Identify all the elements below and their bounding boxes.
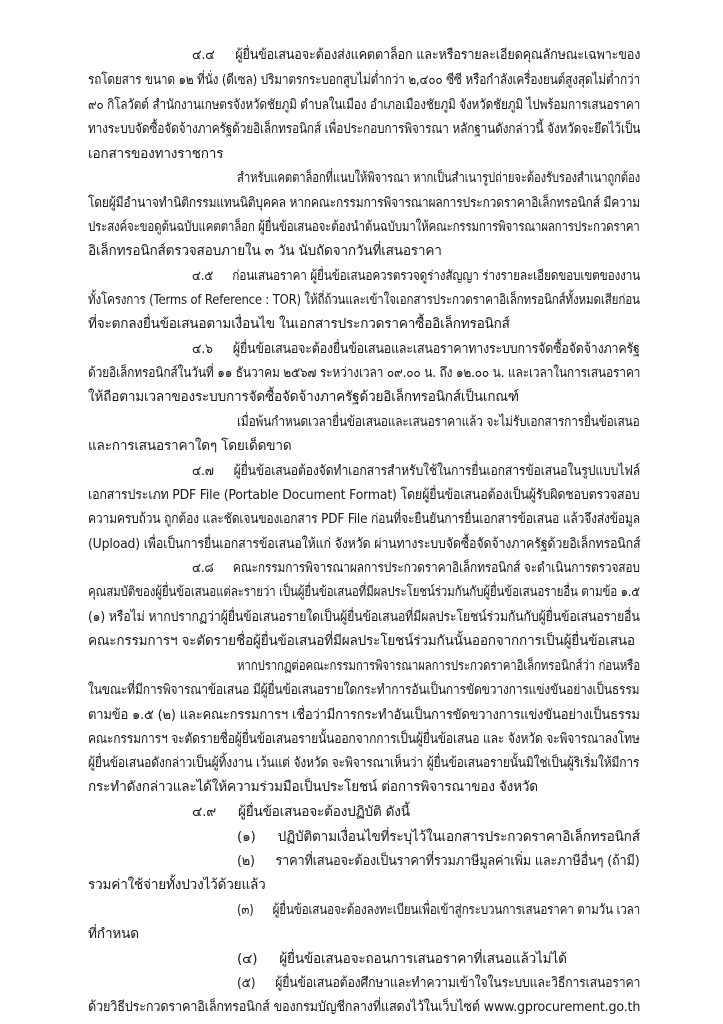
website-link[interactable]: www.gprocurement.go.th <box>483 999 641 1015</box>
text-line: ความครบถ้วน ถูกต้อง และชัดเจนของเอกสาร PDF File ก่อนที่จะยืนยันการยื่นเอกสารข้อเสนอ แล้วจึงส่งข้อมูล <box>88 511 640 527</box>
list-item: (๒) ราคาที่เสนอจะต้องเป็นราคาที่รวมภาษีมูลค่าเพิ่ม และภาษีอื่นๆ (ถ้ามี) <box>237 853 640 869</box>
text-line: รวมค่าใช้จ่ายทั้งปวงไว้ด้วยแล้ว <box>88 877 266 893</box>
clause-number: ๔.๕ <box>192 268 214 284</box>
list-item: (๔) ผู้ยื่นข้อเสนอจะถอนการเสนอราคาที่เสนอแล้วไม่ได้ <box>237 951 567 967</box>
text-line: คณะกรรมการฯ จะตัดรายชื่อผู้ยื่นข้อเสนอรายนั้นออกจากการเป็นผู้ยื่นข้อเสนอ และ จังหวัด จะพิจารณาลงโทษ <box>88 731 640 747</box>
text-line: ตามข้อ ๑.๕ (๒) และคณะกรรมการฯ เชื่อว่ามีการกระทำอันเป็นการขัดขวางการแข่งขันอย่างเป็นธรรม <box>88 707 640 723</box>
clause-4-6: ๔.๖ ผู้ยื่นข้อเสนอจะต้องยื่นข้อเสนอและเสนอราคาทางระบบการจัดซื้อจัดจ้างภาครัฐ <box>192 341 640 357</box>
text-line: กระทำดังกล่าวและได้ให้ความร่วมมือเป็นประโยชน์ ต่อการพิจารณาของ จังหวัด <box>88 779 538 795</box>
list-item: (๓) ผู้ยื่นข้อเสนอจะต้องลงทะเบียนเพื่อเข้าสู่กระบวนการเสนอราคา ตามวัน เวลา <box>237 902 641 918</box>
item-number: (๕) <box>237 975 256 991</box>
text-line: (Upload) เพื่อเป็นการยื่นเอกสารข้อเสนอให้แก่ จังหวัด ผ่านทางระบบจัดซื้อจัดจ้างภาครัฐด้วยอิเล็กทรอนิกส์ <box>88 536 641 552</box>
item-number: (๒) <box>237 853 255 869</box>
text-line: ให้ถือตามเวลาของระบบการจัดซื้อจัดจ้างภาครัฐด้วยอิเล็กทรอนิกส์เป็นเกณฑ์ <box>88 389 519 405</box>
clause-4-9: ๔.๙ ผู้ยื่นข้อเสนอจะต้องปฏิบัติ ดังนี้ <box>192 804 410 820</box>
text-line: ทั้งโครงการ (Terms of Reference : TOR) ให้ถี่ถ้วนและเข้าใจเอกสารประกวดราคาอิเล็กทรอนิกส์ทั้งหมดเสียก่อน <box>88 292 640 308</box>
text-line: ที่จะตกลงยื่นข้อเสนอตามเงื่อนไข ในเอกสารประกวดราคาซื้ออิเล็กทรอนิกส์ <box>88 316 510 332</box>
text-line: ด้วยอิเล็กทรอนิกส์ในวันที่ ๑๑ ธันวาคม ๒๕๖๗ ระหว่างเวลา ๐๙.๐๐ น. ถึง ๑๒.๐๐ น. และเวลาในการเสนอราคา <box>88 365 641 381</box>
clause-4-5: ๔.๕ ก่อนเสนอราคา ผู้ยื่นข้อเสนอควรตรวจดูร่างสัญญา ร่างรายละเอียดขอบเขตของงาน <box>192 268 641 284</box>
item-number: (๔) <box>237 951 258 967</box>
text-line: ในขณะที่มีการพิจารณาข้อเสนอ มีผู้ยื่นข้อเสนอรายใดกระทำการอันเป็นการขัดขวางการแข่งขันอย่างเป็นธรรม <box>88 682 640 698</box>
text-line: คณะกรรมการฯ จะตัดรายชื่อผู้ยื่นข้อเสนอที่มีผลประโยชน์ร่วมกันนั้นออกจากการเป็นผู้ยื่นข้อเสนอ <box>88 633 635 649</box>
text-line: ๙๐ กิโลวัตต์ สำนักงานเกษตรจังหวัดชัยภูมิ ตำบลในเมือง อำเภอเมืองชัยภูมิ จังหวัดชัยภูมิ ไปพร้อมการเสนอราคา <box>88 97 641 113</box>
clause-number: ๔.๖ <box>192 341 213 357</box>
text-line: (๑) หรือไม่ หากปรากฏว่าผู้ยื่นข้อเสนอรายใดเป็นผู้ยื่นข้อเสนอที่มีผลประโยชน์ร่วมกันกับผู้ยื่นข้อเสนอรายอื่น <box>88 609 640 625</box>
item-number: (๓) <box>237 902 254 918</box>
clause-4-7: ๔.๗ ผู้ยื่นข้อเสนอต้องจัดทำเอกสารสำหรับใช้ในการยื่นเอกสารข้อเสนอในรูปแบบไฟล์ <box>192 463 641 479</box>
text-line: คุณสมบัติของผู้ยื่นข้อเสนอแต่ละรายว่า เป็นผู้ยื่นข้อเสนอที่มีผลประโยชน์ร่วมกันกับผู้ยื่นข้อเสนอรายอื่น ตามข้อ ๑.๕ <box>88 584 640 600</box>
text-line: อิเล็กทรอนิกส์ตรวจสอบภายใน ๓ วัน นับถัดจากวันที่เสนอราคา <box>88 243 442 259</box>
text-line: เมื่อพ้นกำหนดเวลายื่นข้อเสนอและเสนอราคาแล้ว จะไม่รับเอกสารการยื่นข้อเสนอ <box>237 414 640 430</box>
text-line: ด้วยวิธีประกวดราคาอิเล็กทรอนิกส์ ของกรมบัญชีกลางที่แสดงไว้ในเว็บไซต์ www.gprocurement.go.th <box>88 999 641 1015</box>
text-line: เอกสารประเภท PDF File (Portable Document Format) โดยผู้ยื่นข้อเสนอต้องเป็นผู้รับผิดชอบตรวจสอบ <box>88 487 640 503</box>
text-line: เอกสารของทางราชการ <box>88 146 224 162</box>
item-number: (๑) <box>237 829 256 845</box>
clause-number: ๔.๘ <box>192 560 214 576</box>
clause-4-4: ๔.๔ ผู้ยื่นข้อเสนอจะต้องส่งแคตตาล็อก และหรือรายละเอียดคุณลักษณะเฉพาะของ <box>192 47 641 63</box>
clause-number: ๔.๗ <box>192 463 214 479</box>
list-item: (๑) ปฏิบัติตามเงื่อนไขที่ระบุไว้ในเอกสารประกวดราคาอิเล็กทรอนิกส์ <box>237 829 640 845</box>
clause-4-8: ๔.๘ คณะกรรมการพิจารณาผลการประกวดราคาอิเล็กทรอนิกส์ จะดำเนินการตรวจสอบ <box>192 560 640 576</box>
text-line: หากปรากฏต่อคณะกรรมการพิจารณาผลการประกวดราคาอิเล็กทรอนิกส์ว่า ก่อนหรือ <box>237 658 640 674</box>
text-line: ทางระบบจัดซื้อจัดจ้างภาครัฐด้วยอิเล็กทรอนิกส์ เพื่อประกอบการพิจารณา หลักฐานดังกล่าวนี้ จังหวัดจะยึดไว้เป็น <box>88 121 641 137</box>
clause-number: ๔.๔ <box>192 47 215 63</box>
clause-number: ๔.๙ <box>192 804 216 820</box>
text-line: ประสงค์จะขอดูต้นฉบับแคตตาล็อก ผู้ยื่นข้อเสนอจะต้องนำต้นฉบับมาให้คณะกรรมการพิจารณาผลการประกวดราคา <box>88 219 640 235</box>
text-line: ผู้ยื่นข้อเสนอดังกล่าวเป็นผู้ทิ้งงาน เว้นแต่ จังหวัด จะพิจารณาเห็นว่า ผู้ยื่นข้อเสนอรายนั้นมิใช่เป็นผู้ริเริ่มให้มีการ <box>88 755 640 771</box>
text-line: ที่กำหนด <box>88 926 139 942</box>
text-line: และการเสนอราคาใดๆ โดยเด็ดขาด <box>88 438 292 454</box>
text-line: สำหรับแคตตาล็อกที่แนบให้พิจารณา หากเป็นสำเนารูปถ่ายจะต้องรับรองสำเนาถูกต้อง <box>237 170 640 186</box>
text-line: โดยผู้มีอำนาจทำนิติกรรมแทนนิติบุคคล หากคณะกรรมการพิจารณาผลการประกวดราคาอิเล็กทรอนิกส์ มีความ <box>88 195 641 211</box>
list-item: (๕) ผู้ยื่นข้อเสนอต้องศึกษาและทำความเข้าใจในระบบและวิธีการเสนอราคา <box>237 975 641 991</box>
text-line: รถโดยสาร ขนาด ๑๒ ที่นั่ง (ดีเซล) ปริมาตรกระบอกสูบไม่ต่ำกว่า ๒,๔๐๐ ซีซี หรือกำลังเครื่องยนต์สูงสุดไม่ต่ำกว่า <box>88 72 640 88</box>
